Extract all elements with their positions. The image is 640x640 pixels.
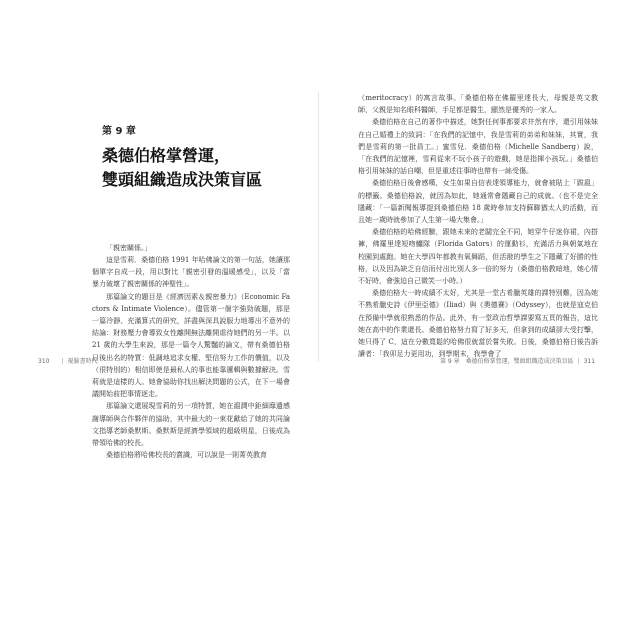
paragraph: 桑德伯格大一時成績不太好，尤其是一堂古希臘英雄的課特別難，因為她不熟希臘史詩《伊里亞德》（Iliad）與《奧德賽》（Odyssey），也就是寇克伯在預備中學就很熟悉的作品。此外，有一堂政治哲學課要寫五頁的報告，這比她在高中的作業還長。桑德伯格努力寫了好多天，但拿到的成績卻大受打擊，她只得了 C，這在分數寬鬆的哈佛很就當於嘗失敗。日後，桑德伯格日後告訴讀者：「我卯足力更用功，到學期末，我學會了	[358, 289, 598, 359]
paragraph: 桑德伯格的哈佛經驗，跟她未來的老闆完全不同，她穿牛仔迷你裙，內搭褲，佛羅里達短吻鱷隊（Florida Gators）的運動衫，充滿活力與朝氣地在校園到處跑。她在大學四年都教有氧舞蹈，但活潑的學生之下隱藏了好勝的性格，以及因為缺乏自信而付出比別人多一倍的努力（桑德伯格教暗地，她心情不好時，會強迫自己微笑一小時。）	[358, 228, 598, 286]
left-page-body	[92, 242, 292, 254]
paragraph: 桑德伯格日後會感嘆，女生如果自信表達領導能力，就會被貼上「跋扈」的標籤。桑德伯格說，就因為如此，她通常會隱藏自己的成就。（也不是完全隱藏：「一篇新聞報導提到桑德伯格 18 歲時參加支持蘇聯猶太人的活動，而且她一歲時就參加了人生第一場大集會。」	[358, 179, 598, 225]
footer-chapter-label: 第 9 章	[440, 358, 460, 365]
chapter-title-line-2: 雙頭組織造成決策盲區	[102, 170, 263, 189]
paragraph: 那篇論文的題目是《經濟因素＆親密暴力》（Economic Factors & Intimate Violence）。儘管第一個字強勁破題，那是一篇冷靜、充滿算式的研究，詳盡與深具說服力地導出不意外的結論：財務壓力會導致女性離開無法離開虐待她們的另一半。以 21 歲的大學生來說，那是一篇令人驚豔的論文，帶有桑德伯格日後出名的特質：低調地追求女權、堅信努力工作的價值，以及（很特別的）相信即使是最私人的事也能靠邏輯與數據解決。雪莉就是這樣的人。她會協助你找出解決問題的公式，在下一場會議開始前把事情逐走。	[92, 292, 290, 399]
paragraph: 這是雪莉．桑德伯格 1991 年哈佛論文的第一句話，她讓那個單字自成一段，用以對比「親密引發的溫暖感受」，以及「當暴力破壞了親密關係的神聖性」。	[92, 256, 290, 289]
chapter-label: 第 9 章	[102, 126, 136, 137]
footer-separator: |	[577, 358, 580, 365]
left-page-body-main	[92, 254, 290, 460]
left-page-number: 310	[38, 358, 50, 365]
paragraph: 桑德伯格在自己的著作中描述，她對任何事都要求井然有序，還引用妹妹在自己婚禮上的致詞：「在我們的記憶中，我是雪莉的弟弟和妹妹，其實，我們是雪莉的第一批員工。」蜜雪兒．桑德伯格（Michelle Sandberg）說，「在我們的記憶裡，雪莉從來不玩小孩子的遊戲，她是指揮小孩玩。」桑德伯格引用妹妹的話自嘲，但是重述往事時也帶有一絲受傷。	[358, 118, 598, 176]
paragraph: 「親密關係。」	[106, 244, 152, 252]
paragraph: （meritocracy）的寓言故事。「桑德伯格在佛羅里達長大，母親是英文教師，父親是知名眼科醫師，手足都是醫生，顯然是優秀的一家人。	[358, 94, 598, 115]
right-page-number: 311	[583, 358, 596, 365]
left-footer	[38, 356, 98, 365]
chapter-title-line-1: 桑德伯格掌營運，	[102, 146, 231, 165]
right-page-body	[358, 92, 598, 360]
footer-separator: |	[61, 358, 64, 365]
paragraph: 那篇論文還展現雪莉的另一項特質，她在滬澗中鉅細靡遺感謝導師與合作夥伴的協助，其中最大的一束花獻給了她的共同論文指導老師桑默斯。桑默斯是經濟學領域的超級明星，日後成為帶領哈佛的校長。	[92, 402, 290, 448]
paragraph: 桑德伯格將哈佛校長的賞識，可以說是一則菁英教育	[106, 451, 267, 460]
right-page	[322, 92, 632, 362]
footer-chapter-title: 桑德伯格掌營運，雙頭組織造成決策盲區	[465, 358, 574, 365]
book-title: 視臉書時代	[67, 358, 98, 365]
right-footer	[440, 356, 595, 365]
